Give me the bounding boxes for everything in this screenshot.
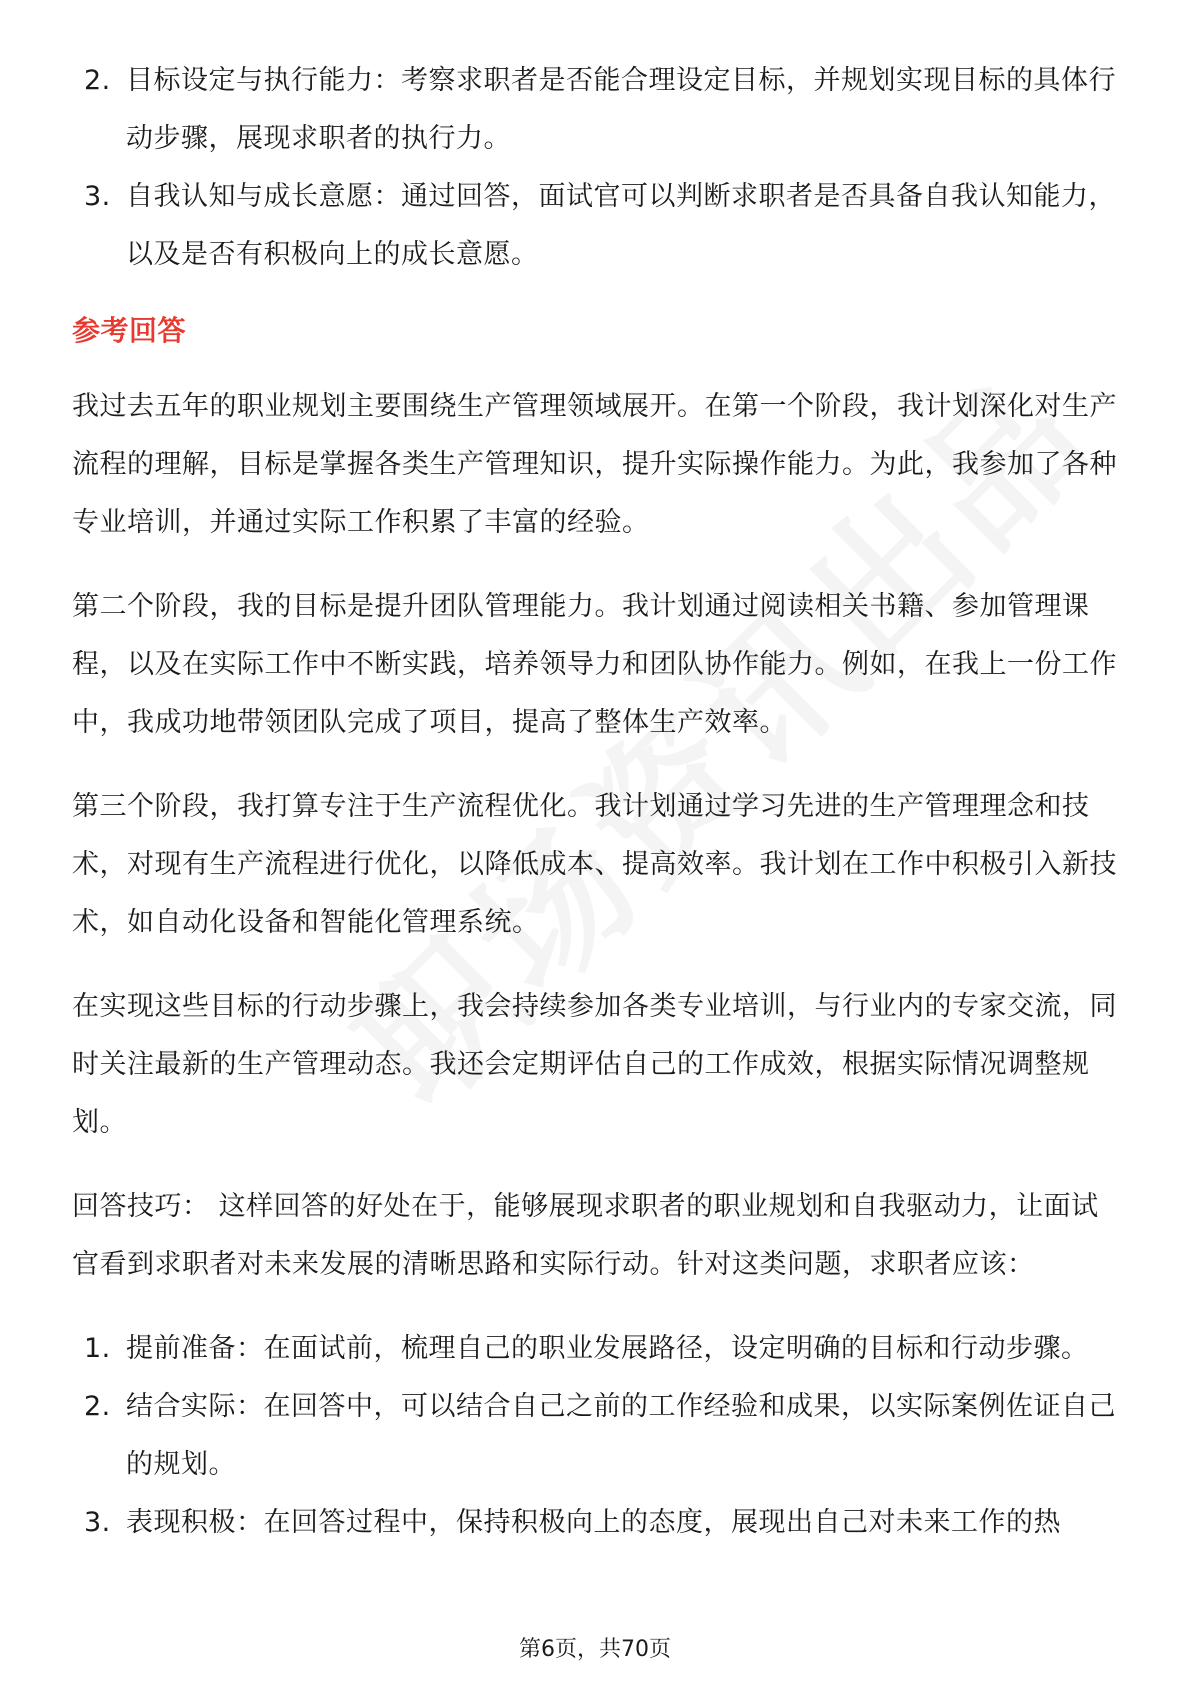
list-text: 提前准备：在面试前，梳理自己的职业发展路径，设定明确的目标和行动步骤。 (126, 1333, 1089, 1364)
list-text: 表现积极：在回答过程中，保持积极向上的态度，展现出自己对未来工作的热 (126, 1507, 1061, 1538)
paragraph: 第三个阶段，我打算专注于生产流程优化。我计划通过学习先进的生产管理理念和技术，对现有生产流程进行优化，以降低成本、提高效率。我计划在工作中积极引入新技术，如自动化设备和智能化管理系统。 (72, 791, 1117, 938)
list-item (72, 1494, 1118, 1552)
document-page (72, 52, 1118, 1552)
list-text: 结合实际：在回答中，可以结合自己之前的工作经验和成果，以实际案例佐证自己的规划。 (126, 1391, 1116, 1480)
paragraph: 在实现这些目标的行动步骤上，我会持续参加各类专业培训，与行业内的专家交流，同时关注最新的生产管理动态。我还会定期评估自己的工作成效，根据实际情况调整规划。 (72, 991, 1117, 1138)
list-item (72, 52, 1118, 168)
list-number: 2. (84, 65, 111, 96)
section-heading: 参考回答 (72, 314, 187, 347)
paragraph: 第二个阶段，我的目标是提升团队管理能力。我计划通过阅读相关书籍、参加管理课程，以及在实际工作中不断实践，培养领导力和团队协作能力。例如，在我上一份工作中，我成功地带领团队完成了项目，提高了整体生产效率。 (72, 591, 1117, 738)
tips-intro-paragraph: 回答技巧： 这样回答的好处在于，能够展现求职者的职业规划和自我驱动力，让面试官看到求职者对未来发展的清晰思路和实际行动。针对这类问题，求职者应该： (72, 1191, 1099, 1280)
paragraph: 我过去五年的职业规划主要围绕生产管理领域展开。在第一个阶段，我计划深化对生产流程的理解，目标是掌握各类生产管理知识，提升实际操作能力。为此，我参加了各种专业培训，并通过实际工作积累了丰富的经验。 (72, 391, 1117, 538)
list-number: 1. (84, 1333, 111, 1364)
list-number: 2. (84, 1391, 111, 1422)
list-item (72, 1378, 1118, 1494)
list-item (72, 168, 1118, 284)
list-number: 3. (84, 181, 111, 212)
intro-list (72, 52, 1118, 284)
list-text: 目标设定与执行能力：考察求职者是否能合理设定目标，并规划实现目标的具体行动步骤，展现求职者的执行力。 (126, 65, 1116, 154)
list-number: 3. (84, 1507, 111, 1538)
page-footer: 第6页，共70页 (519, 1637, 671, 1662)
list-text: 自我认知与成长意愿：通过回答，面试官可以判断求职者是否具备自我认知能力，以及是否有积极向上的成长意愿。 (126, 181, 1116, 270)
list-item (72, 1320, 1118, 1378)
tips-list (72, 1320, 1118, 1552)
